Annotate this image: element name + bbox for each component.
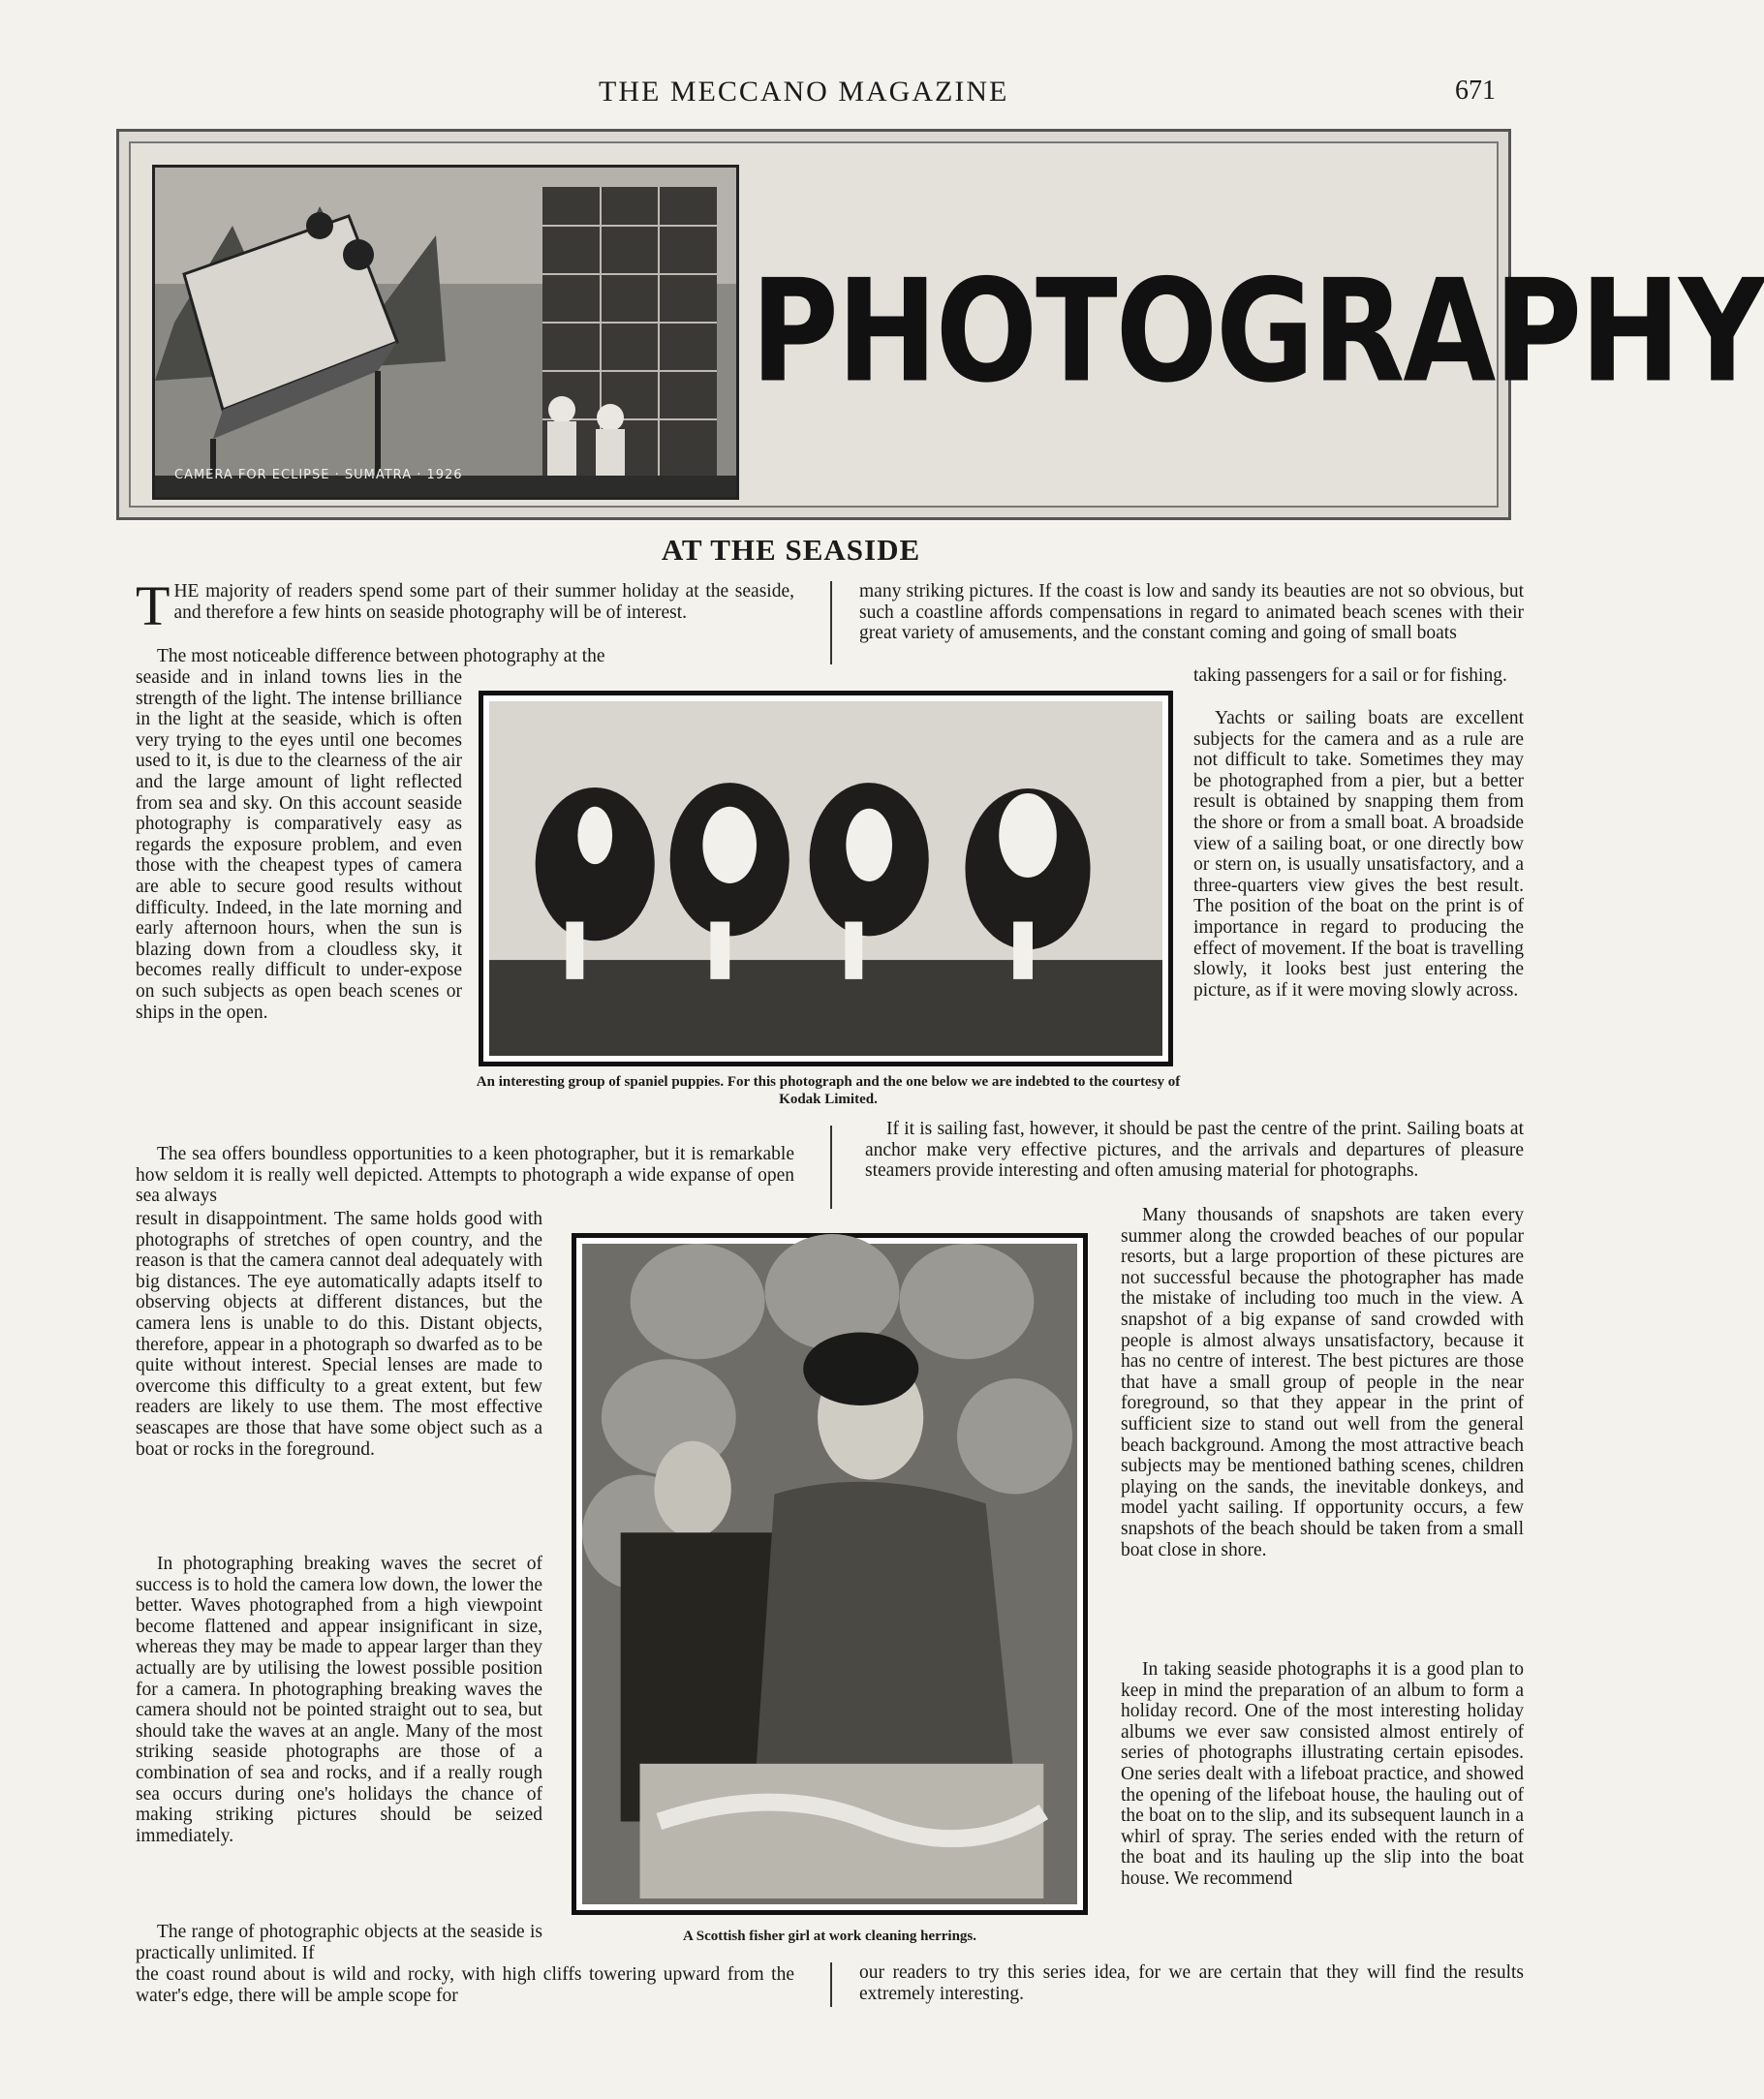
magazine-title: THE MECCANO MAGAZINE [599, 76, 1009, 108]
right-paragraph-1-body: taking passengers for a sail or for fishing. [1193, 665, 1507, 686]
banner-caption: CAMERA FOR ECLIPSE · SUMATRA · 1926 [174, 468, 463, 482]
paragraph-3: In photographing breaking waves the secret of success is to hold the camera low down, the lower the better. Waves photographed from a high viewpoint become flattened and appear insignificant in size, whereas they may be made to appear larger than they actually are by utilising the lowest possible position for a camera. In photographing breaking waves the camera should not be pointed straight out to sea, but should take the waves at an angle. Many of the most striking seaside photographs are those of a combination of sea and rocks, and if a really rough sea occurs during one's holidays the chance of making striking pictures should be seized immediately. [136, 1554, 542, 1846]
puppies-photo [479, 691, 1173, 1066]
section-banner [116, 129, 1764, 520]
banner-illustration [152, 165, 739, 500]
intro-text: HE majority of readers spend some part of their summer holiday at the seaside, and therefore a few hints on seaside photography will be of interest. [173, 581, 794, 623]
running-head [0, 76, 1582, 114]
spaniel-puppies-image [489, 701, 1162, 1056]
paragraph-4-body: the coast round about is wild and rocky, with high cliffs towering upward from the water's edge, there will be ample scope for [136, 1964, 794, 2006]
column-rule-top [830, 581, 832, 664]
right-paragraph-4-end: our readers to try this series idea, for we are certain that they will find the results extremely interesting. [859, 1962, 1524, 2004]
paragraph-4-lead: The range of photographic objects at the seaside is practically unlimited. If [136, 1922, 542, 1963]
right-paragraph-3: Many thousands of snapshots are taken every summer along the crowded beaches of our popular resorts, but a large proportion of these pictures are not successful because the photographer has made the mistake of including too much in the view. A snapshot of a big expanse of sand crowded with people is almost always unsatisfactory, because it has no centre of interest. The best pictures are those that have a small group of people in the near foreground, so that they appear in the print of sufficient size to stand out well from the general beach background. Among the most attractive beach subjects may be mentioned bathing scenes, children playing on the sands, the inevitable donkeys, and model yacht sailing. If opportunity occurs, a few snapshots of the beach should be taken from a small boat close in shore. [1121, 1205, 1524, 1560]
column-rule-middle [830, 1126, 832, 1209]
article-intro [136, 574, 794, 637]
right-paragraph-2-end: If it is sailing fast, however, it should be past the centre of the print. Sailing boats at anchor make very effective pictures, and the arrivals and departures of pleasure steamers provide interesting and often amusing material for photographs. [865, 1119, 1524, 1182]
puppies-caption: An interesting group of spaniel puppies. For this photograph and the one below we are indebted to the courtesy of Kodak Limited. [476, 1074, 1181, 1107]
right-paragraph-4: In taking seaside photographs it is a good plan to keep in mind the preparation of an album to form a holiday record. One of the most interesting holiday albums we ever saw consisted almost entirely of series of photographs illustrating certain episodes. One series dealt with a lifeboat practice, and showed the opening of the lifeboat house, the hauling out of the boat on to the slip, and its subsequent launch in a whirl of spray. The series ended with the return of the boat and its hauling up the slip into the boat house. We recommend [1121, 1659, 1524, 1889]
fisher-girl-photo [572, 1233, 1088, 1915]
fisher-girl-image [582, 1244, 1077, 1904]
right-paragraph-2: Yachts or sailing boats are excellent subjects for the camera and as a rule are not difficult to take. Sometimes they may be photographed from a pier, but a better result is obtained by snapping them from the shore or from a small boat. A broadside view of a sailing boat, or one directly bow or stern on, is usually unsatisfactory, and a three-quarters view gives the best result. The position of the boat on the print is of importance in regard to producing the effect of movement. If the boat is travelling slowly, it looks best just entering the picture, as if it were moving slowly across. [1193, 708, 1524, 1001]
banner-frame [129, 141, 1764, 508]
article-title: AT THE SEASIDE [661, 533, 921, 567]
paragraph-2-body: result in disappointment. The same holds good with photographs of stretches of open country, and the reason is that the camera cannot deal adequately with big distances. The eye automatically adapts itself to observing objects at different distances, but the camera lens is unable to do this. Distant objects, therefore, appear in a photograph so dwarfed as to be quite without interest. Special lenses are made to overcome this difficulty to a great extent, but few readers are likely to use them. The most effective seascapes are those that have some object such as a boat or rocks in the foreground. [136, 1209, 542, 1460]
paragraph-2-lead: The sea offers boundless opportunities to a keen photographer, but it is remarkable how seldom it is really well depicted. Attempts to photograph a wide expanse of open sea always [136, 1144, 794, 1207]
paragraph-1-lead: The most noticeable difference between photography at the [157, 646, 605, 666]
paragraph-1-body: seaside and in inland towns lies in the strength of the light. The intense brilliance in the light at the seaside, which is often very trying to the eyes until one becomes used to it, is due to the clearness of the air and the large amount of light reflected from sea and sky. On this account seaside photography is comparatively easy as regards the exposure problem, and even those with the cheapest types of camera are able to secure good results without difficulty. Indeed, in the late morning and early afternoon hours, when the sun is blazing down from a cloudless sky, it becomes really difficult to under-expose on such subjects as open beach scenes or ships in the open. [136, 667, 462, 1023]
page-number: 671 [1455, 76, 1496, 106]
right-paragraph-1-lead: many striking pictures. If the coast is low and sandy its beauties are not so obvious, but such a coastline affords compensations in regard to animated beach scenes with their great variety of amusements, and the constant coming and going of small boats [859, 581, 1524, 644]
column-rule-bottom [830, 1962, 832, 2007]
fisher-girl-caption: A Scottish fisher girl at work cleaning herrings. [682, 1929, 977, 1944]
eclipse-camera-illustration [155, 168, 736, 497]
banner-title: PHOTOGRAPHY [751, 250, 1764, 415]
drop-cap: T [136, 574, 170, 637]
